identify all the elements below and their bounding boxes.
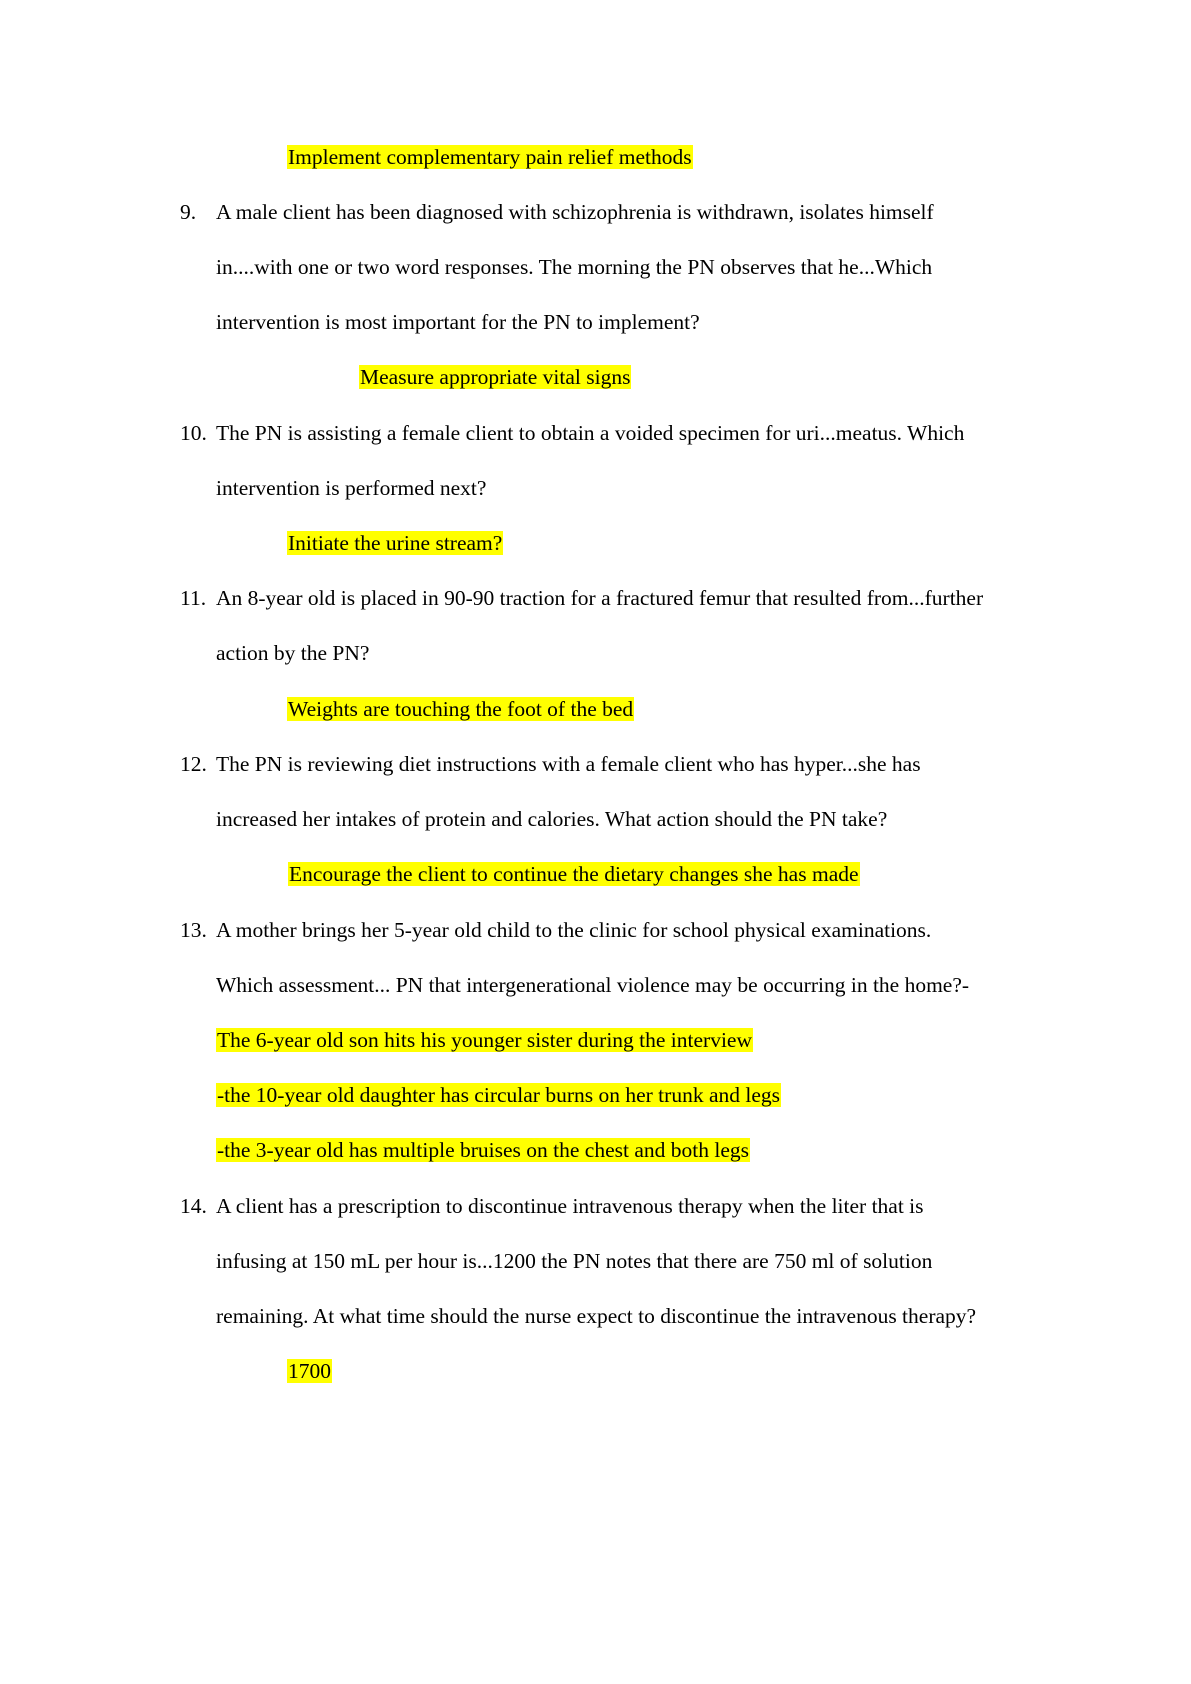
question-number-11: 11.	[180, 586, 207, 610]
question-12-line-2: increased her intakes of protein and calories. What action should the PN take?	[216, 807, 888, 831]
answer-q8	[287, 144, 693, 170]
question-number-12: 12.	[180, 752, 207, 776]
answer-highlight: Implement complementary pain relief methods	[288, 145, 692, 169]
question-14-line-3: remaining. At what time should the nurse expect to discontinue the intravenous therapy?	[216, 1304, 977, 1328]
question-9-line-3: intervention is most important for the PN to implement?	[216, 310, 700, 334]
answer-q12	[288, 861, 860, 887]
question-number-14: 14.	[180, 1194, 207, 1218]
answer-q11	[287, 696, 634, 722]
question-11-line-1: An 8-year old is placed in 90-90 traction for a fractured femur that resulted from...further	[216, 586, 984, 610]
answer-highlight: The 6-year old son hits his younger sister during the interview	[217, 1028, 753, 1052]
answer-highlight: Initiate the urine stream?	[288, 531, 503, 555]
question-9-line-1: A male client has been diagnosed with schizophrenia is withdrawn, isolates himself	[216, 200, 934, 224]
question-11-line-2: action by the PN?	[216, 641, 370, 665]
question-number-13: 13.	[180, 918, 207, 942]
answer-q9	[359, 364, 631, 390]
answer-highlight: Encourage the client to continue the dietary changes she has made	[289, 862, 859, 886]
question-13-line-1: A mother brings her 5-year old child to the clinic for school physical examinations.	[216, 918, 932, 942]
question-number-10: 10.	[180, 421, 207, 445]
question-10-line-1: The PN is assisting a female client to obtain a voided specimen for uri...meatus. Which	[216, 421, 965, 445]
question-10-line-2: intervention is performed next?	[216, 476, 487, 500]
question-9-line-2: in....with one or two word responses. The morning the PN observes that he...Which	[216, 255, 933, 279]
answer-q13-3	[216, 1137, 750, 1163]
question-12-line-1: The PN is reviewing diet instructions with a female client who has hyper...she has	[216, 752, 921, 776]
answer-q14	[287, 1358, 332, 1384]
question-14-line-2: infusing at 150 mL per hour is...1200 the PN notes that there are 750 ml of solution	[216, 1249, 933, 1273]
answer-q13-1	[216, 1027, 753, 1053]
answer-q10	[287, 530, 503, 556]
question-number-9: 9.	[180, 200, 197, 224]
answer-highlight: -the 10-year old daughter has circular burns on her trunk and legs	[217, 1083, 780, 1107]
question-13-line-2: Which assessment... PN that intergenerational violence may be occurring in the home?-	[216, 973, 970, 997]
answer-highlight: -the 3-year old has multiple bruises on the chest and both legs	[217, 1138, 749, 1162]
answer-q13-2	[216, 1082, 781, 1108]
question-14-line-1: A client has a prescription to discontinue intravenous therapy when the liter that is	[216, 1194, 924, 1218]
answer-highlight: Measure appropriate vital signs	[360, 365, 631, 389]
answer-highlight: 1700	[288, 1359, 331, 1383]
answer-highlight: Weights are touching the foot of the bed	[288, 697, 634, 721]
